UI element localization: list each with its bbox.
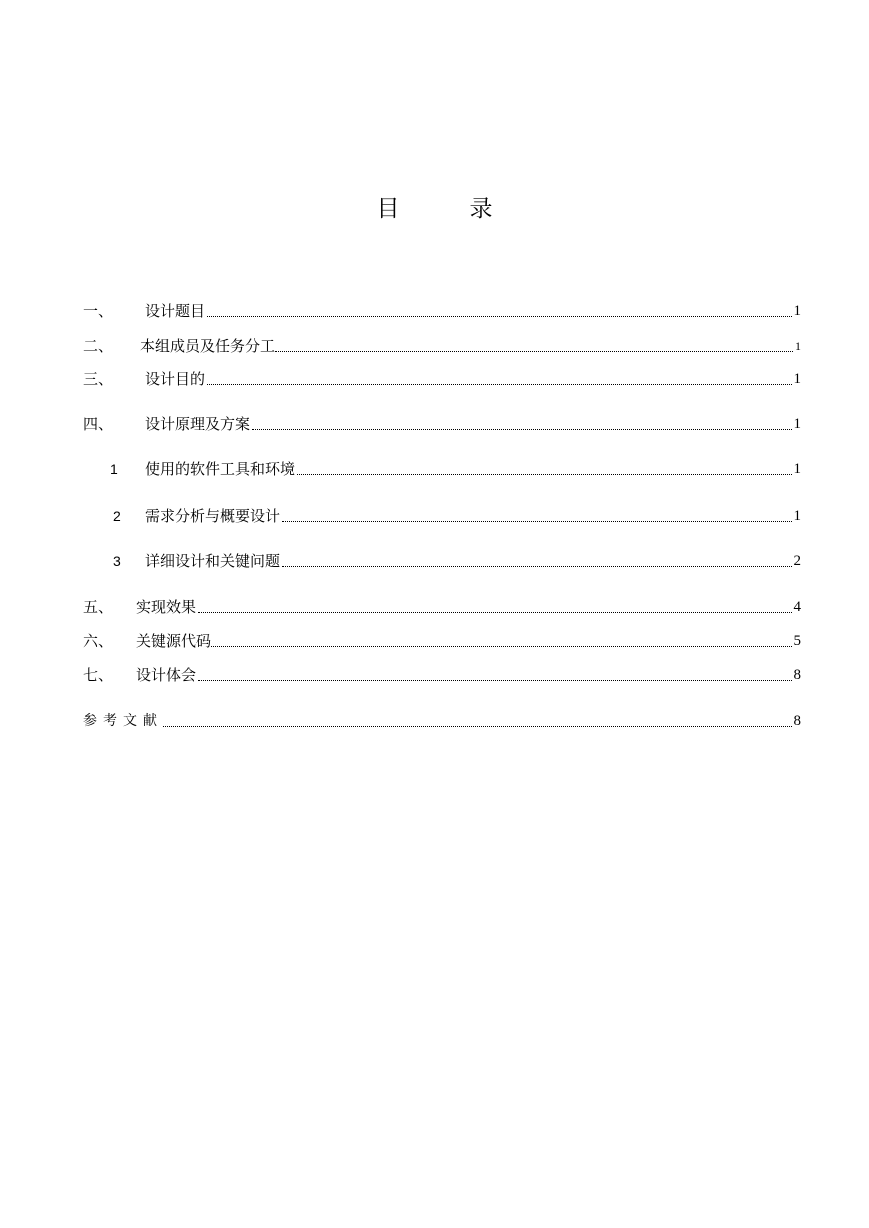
title-char-2: 录 <box>469 196 493 222</box>
toc-number: 一、 <box>83 302 114 320</box>
toc-entry-design-purpose[interactable] <box>83 366 801 388</box>
toc-page-number: 1 <box>793 461 801 477</box>
toc-label: 本组成员及任务分工 <box>140 337 276 355</box>
toc-page-number: 4 <box>793 599 801 615</box>
toc-entry-reflections[interactable] <box>83 662 801 684</box>
toc-page-number: 8 <box>793 713 801 729</box>
toc-page-number: 1 <box>793 416 801 432</box>
toc-number: 六、 <box>83 632 114 650</box>
toc-page-number: 2 <box>793 553 801 569</box>
toc-entry-source-code[interactable] <box>83 628 801 650</box>
toc-label: 设计题目 <box>145 302 206 320</box>
toc-entry-design-principle[interactable] <box>83 411 801 433</box>
toc-number: 3 <box>113 553 121 569</box>
toc-leader-dots <box>163 726 792 727</box>
toc-leader-dots <box>282 566 791 567</box>
toc-page-number: 1 <box>793 371 801 387</box>
toc-number: 1 <box>110 461 118 477</box>
toc-page-number: 8 <box>793 667 801 683</box>
toc-label: 设计体会 <box>136 666 197 684</box>
toc-number: 二、 <box>83 337 114 355</box>
toc-leader-dots <box>275 351 793 352</box>
toc-label: 实现效果 <box>136 598 197 616</box>
toc-leader-dots <box>282 521 791 522</box>
toc-page-number: 1 <box>795 339 801 353</box>
toc-entry-detailed-design[interactable] <box>83 548 801 570</box>
toc-entry-team-members[interactable] <box>83 333 801 355</box>
toc-label: 参考文献 <box>83 713 163 729</box>
toc-leader-dots <box>207 316 791 317</box>
toc-number: 四、 <box>83 415 114 433</box>
toc-entry-software-tools[interactable] <box>83 456 801 478</box>
toc-leader-dots <box>198 612 791 613</box>
toc-leader-dots <box>252 429 791 430</box>
toc-entry-results[interactable] <box>83 594 801 616</box>
toc-entry-requirements-analysis[interactable] <box>83 503 801 525</box>
title-char-1: 目 <box>376 196 400 222</box>
toc-page-number: 1 <box>793 303 801 319</box>
toc-label: 需求分析与概要设计 <box>145 507 281 525</box>
toc-label: 设计目的 <box>145 370 206 388</box>
toc-leader-dots <box>297 474 791 475</box>
toc-leader-dots <box>211 646 791 647</box>
toc-label: 设计原理及方案 <box>145 415 251 433</box>
toc-leader-dots <box>198 680 791 681</box>
toc-leader-dots <box>207 384 791 385</box>
toc-number: 2 <box>113 508 121 524</box>
page-title <box>0 190 869 223</box>
toc-label: 使用的软件工具和环境 <box>145 460 296 478</box>
toc-number: 五、 <box>83 598 114 616</box>
toc-label: 关键源代码 <box>136 632 212 650</box>
toc-entry-design-topic[interactable] <box>83 298 801 320</box>
toc-page-number: 5 <box>793 633 801 649</box>
toc-number: 七、 <box>83 666 114 684</box>
toc-label: 详细设计和关键问题 <box>145 552 281 570</box>
toc-entry-references[interactable] <box>83 708 801 730</box>
toc-number: 三、 <box>83 370 114 388</box>
toc-page-number: 1 <box>793 508 801 524</box>
